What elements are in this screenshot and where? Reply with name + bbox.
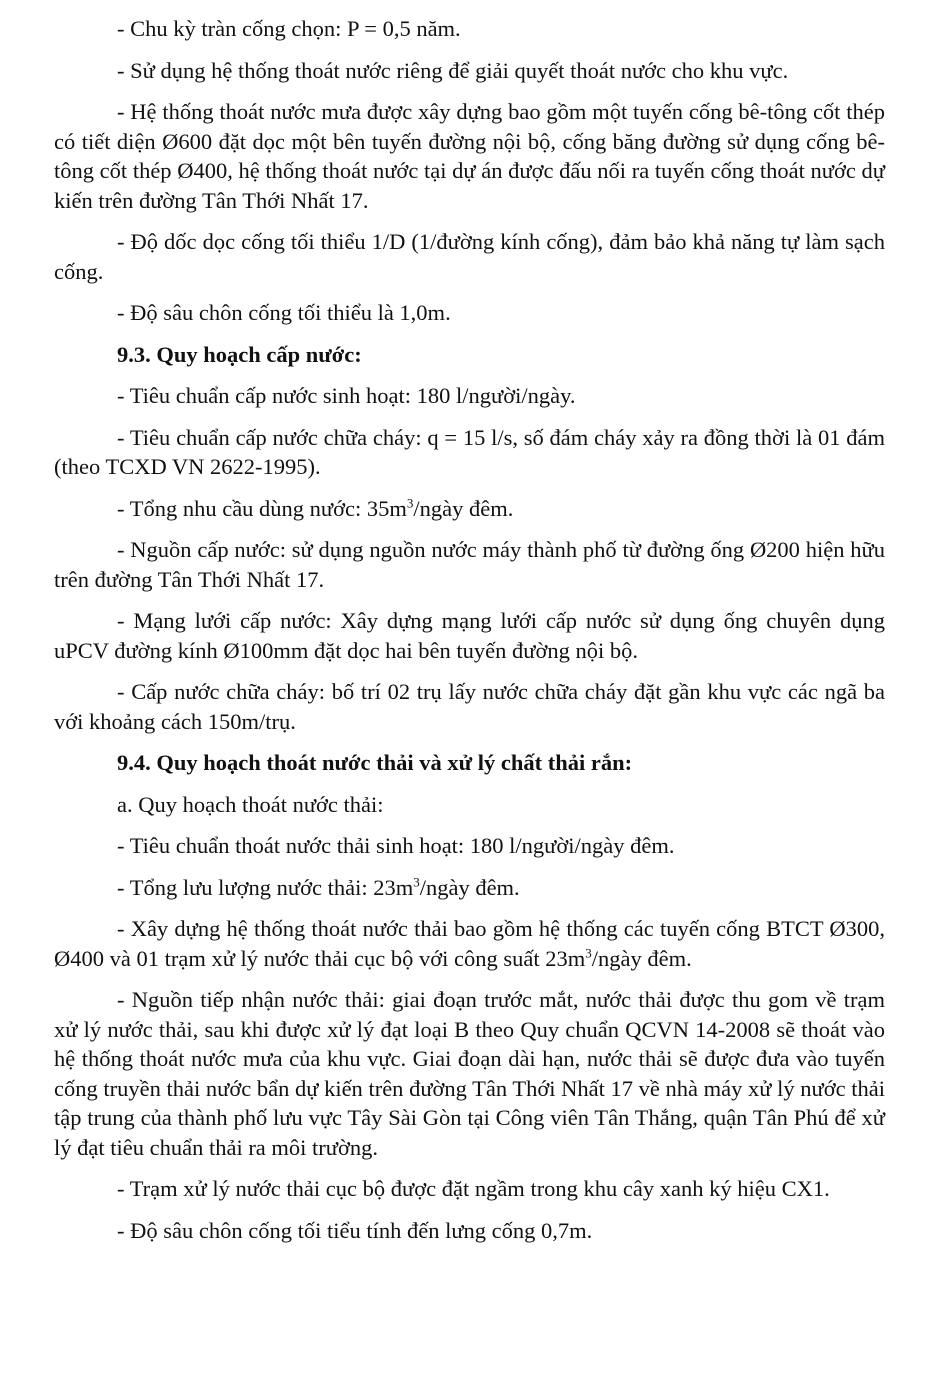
paragraph-pipe-slope: - Độ dốc dọc cống tối thiểu 1/D (1/đường kính cống), đảm bảo khả năng tự làm sạch cống. [54,229,885,284]
paragraph-wastewater-standard: - Tiêu chuẩn thoát nước thải sinh hoạt: 180 l/người/ngày đêm. [117,833,675,858]
superscript: 3 [585,945,592,960]
text-part: /ngày đêm. [413,495,514,521]
paragraph-pipe-depth: - Độ sâu chôn cống tối thiểu là 1,0m. [117,300,451,325]
paragraph-fire-hydrants: - Cấp nước chữa cháy: bố trí 02 trụ lấy nước chữa cháy đặt gần khu vực các ngã ba với khoảng cách 150m/trụ. [54,679,885,734]
paragraph-wastewater-receiver: - Nguồn tiếp nhận nước thải: giai đoạn trước mắt, nước thải được thu gom về trạm xử lý nước thải, sau khi được xử lý đạt loại B theo Quy chuẩn QCVN 14-2008 sẽ thoát vào hệ thống thoát nước mưa của khu vực. Giai đoạn dài hạn, nước thải sẽ được đưa vào tuyến cống truyền thải nước bẩn dự kiến trên đường Tân Thới Nhất 17 về nhà máy xử lý nước thải tập trung của thành phố lưu vực Tây Sài Gòn tại Công viên Tân Thắng, quận Tân Phú để xử lý đạt tiêu chuẩn thải ra môi trường. [54,987,885,1160]
subheading-wastewater-plan: a. Quy hoạch thoát nước thải: [117,791,384,817]
paragraph-fire-water-standard: - Tiêu chuẩn cấp nước chữa cháy: q = 15 l/s, số đám cháy xảy ra đồng thời là 01 đám (theo TCXD VN 2622-1995). [54,424,885,479]
superscript: 3 [406,495,414,510]
paragraph-treatment-station: - Trạm xử lý nước thải cục bộ được đặt ngầm trong khu cây xanh ký hiệu CX1. [117,1176,830,1201]
text-part: - Tổng nhu cầu dùng nước: 35m [117,495,407,521]
section-heading-water-supply: 9.3. Quy hoạch cấp nước: [117,341,362,367]
text-part: - Tổng lưu lượng nước thải: 23m [117,874,414,900]
section-heading-wastewater: 9.4. Quy hoạch thoát nước thải và xử lý chất thải rắn: [117,750,633,775]
superscript: 3 [413,874,420,889]
paragraph-total-wastewater [54,873,885,903]
text-part: /ngày đêm. [419,874,520,900]
paragraph-water-network: - Mạng lưới cấp nước: Xây dựng mạng lưới cấp nước sử dụng ống chuyên dụng uPCV đường kính Ø100mm đặt dọc hai bên tuyến đường nội bộ. [54,608,885,663]
paragraph-overflow-period: - Chu kỳ tràn cống chọn: P = 0,5 năm. [117,16,461,41]
paragraph-rain-drainage-system: - Hệ thống thoát nước mưa được xây dựng bao gồm một tuyến cống bê-tông cốt thép có tiết diện Ø600 đặt dọc một bên tuyến đường nội bộ, cống băng đường sử dụng cống bê-tông cốt thép Ø400, hệ thống thoát nước tại dự án được đấu nối ra tuyến cống thoát nước dự kiến trên đường Tân Thới Nhất 17. [54,99,885,213]
text-part: /ngày đêm. [591,945,692,971]
paragraph-total-water-demand [54,494,885,524]
paragraph-wastewater-system [54,914,885,973]
paragraph-domestic-water-standard: - Tiêu chuẩn cấp nước sinh hoạt: 180 l/người/ngày. [117,383,576,408]
text-part: - Xây dựng hệ thống thoát nước thải bao gồm hệ thống các tuyến cống BTCT Ø300, Ø400 và 01 trạm xử lý nước thải cục bộ với công suất 23m [54,916,885,971]
paragraph-water-source: - Nguồn cấp nước: sử dụng nguồn nước máy thành phố từ đường ống Ø200 hiện hữu trên đường Tân Thới Nhất 17. [54,537,885,592]
paragraph-wastewater-pipe-depth: - Độ sâu chôn cống tối tiểu tính đến lưng cống 0,7m. [117,1217,593,1243]
paragraph-separate-drainage: - Sử dụng hệ thống thoát nước riêng để giải quyết thoát nước cho khu vực. [117,57,789,83]
